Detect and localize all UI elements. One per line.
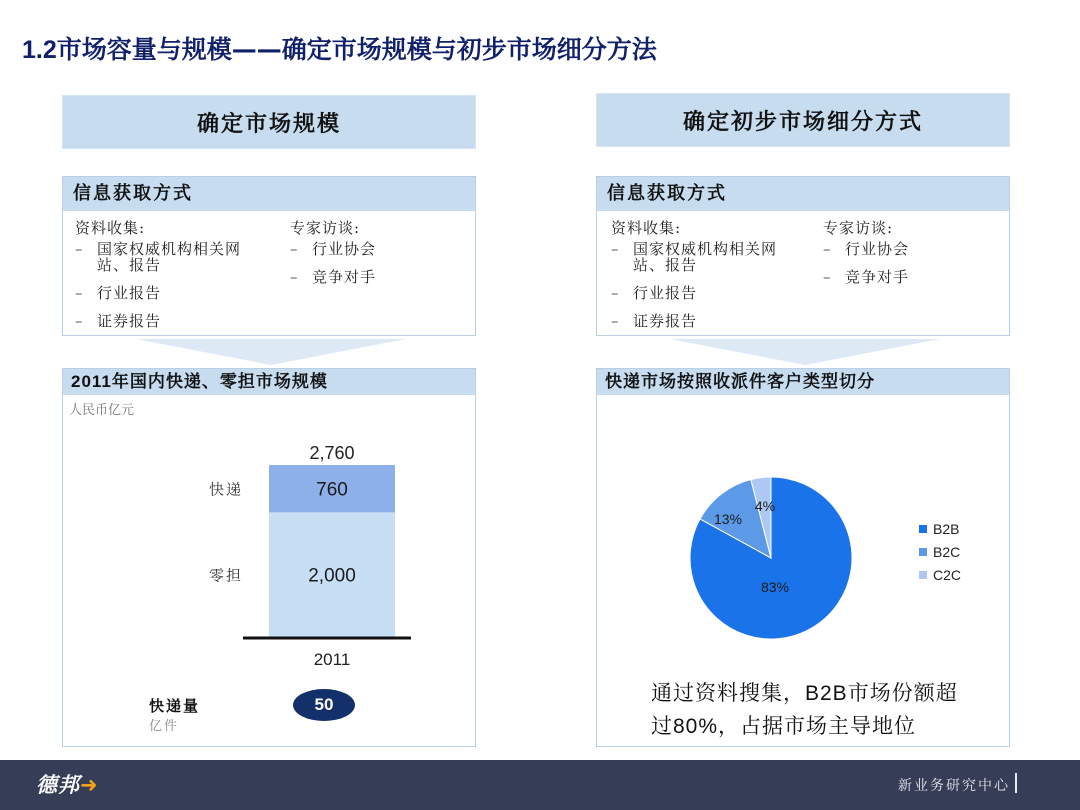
left-chart-panel <box>62 368 476 747</box>
left-info-panel <box>62 176 476 336</box>
footer-bar <box>0 760 1080 810</box>
right-col-data-collection <box>611 215 793 341</box>
volume-value: 50 <box>314 695 334 714</box>
chart-unit-label: 人民币亿元 <box>69 403 135 418</box>
bar-series-label: 零担 <box>208 566 243 585</box>
title-number: 1.2 <box>22 36 57 64</box>
pie-value-label: 83% <box>760 579 790 595</box>
stacked-bar-chart <box>63 369 475 746</box>
list-item: – 证券报告 <box>611 312 698 330</box>
list-item: – 国家权威机构相关网站、报告 <box>75 240 242 274</box>
legend-label: B2B <box>933 521 960 537</box>
list-item: – 国家权威机构相关网站、报告 <box>611 240 778 274</box>
volume-unit: 亿件 <box>149 719 180 734</box>
right-section-header-text: 确定初步市场细分方式 <box>682 108 923 135</box>
title-text: 市场容量与规模——确定市场规模与初步市场细分方法 <box>56 35 657 64</box>
volume-label: 快递量 <box>149 697 201 715</box>
right-info-title: 信息获取方式 <box>597 177 1009 211</box>
bar-category-label: 2011 <box>313 650 351 669</box>
left-chart-title: 2011年国内快递、零担市场规模 <box>63 369 475 395</box>
legend-label: C2C <box>933 567 962 583</box>
conclusion-text <box>651 677 958 743</box>
conclusion-line-2: 过80%，占据市场主导地位 <box>651 714 917 738</box>
list-item: – 证券报告 <box>75 312 162 330</box>
right-down-chevron <box>670 339 940 365</box>
legend-label: B2C <box>933 544 961 560</box>
bar-value-label: 2,000 <box>308 565 356 587</box>
legend-swatch-c2c <box>919 571 927 579</box>
bar-total-label: 2,760 <box>309 443 355 463</box>
list-item: – 行业协会 <box>290 240 377 258</box>
right-section-header <box>596 93 1010 147</box>
left-col-expert-interview <box>290 215 376 297</box>
left-col2-head: 专家访谈: <box>290 219 361 237</box>
right-col1-head: 资料收集: <box>611 219 682 237</box>
arrow-icon: ➜ <box>80 773 99 797</box>
left-col1-head: 资料收集: <box>75 219 146 237</box>
right-chart-panel <box>596 368 1010 747</box>
list-item: – 行业协会 <box>823 240 910 258</box>
pie-value-label: 13% <box>713 511 743 527</box>
pie-value-label: 4% <box>754 498 776 514</box>
list-item: – 行业报告 <box>75 284 162 302</box>
company-logo: 德邦➜ <box>36 773 99 797</box>
page-title <box>22 30 657 66</box>
left-section-header-text: 确定市场规模 <box>196 110 341 137</box>
footer-divider <box>1015 773 1017 793</box>
right-col-expert-interview <box>823 215 909 297</box>
right-info-panel <box>596 176 1010 336</box>
conclusion-line-1: 通过资料搜集，B2B市场份额超 <box>651 681 958 705</box>
left-info-title: 信息获取方式 <box>63 177 475 211</box>
left-col-data-collection <box>75 215 257 341</box>
left-down-chevron <box>136 339 406 365</box>
legend-swatch-b2b <box>919 525 927 533</box>
list-item: – 行业报告 <box>611 284 698 302</box>
department-name: 新业务研究中心 <box>898 778 1010 794</box>
list-item: – 竞争对手 <box>823 268 910 286</box>
right-col2-head: 专家访谈: <box>823 219 894 237</box>
left-section-header <box>62 95 476 149</box>
bar-value-label: 760 <box>316 479 348 501</box>
bar-series-label: 快递 <box>208 480 243 499</box>
volume-value-badge <box>293 689 355 721</box>
right-chart-title: 快递市场按照收派件客户类型切分 <box>597 369 1009 395</box>
legend-swatch-b2c <box>919 548 927 556</box>
list-item: – 竞争对手 <box>290 268 377 286</box>
